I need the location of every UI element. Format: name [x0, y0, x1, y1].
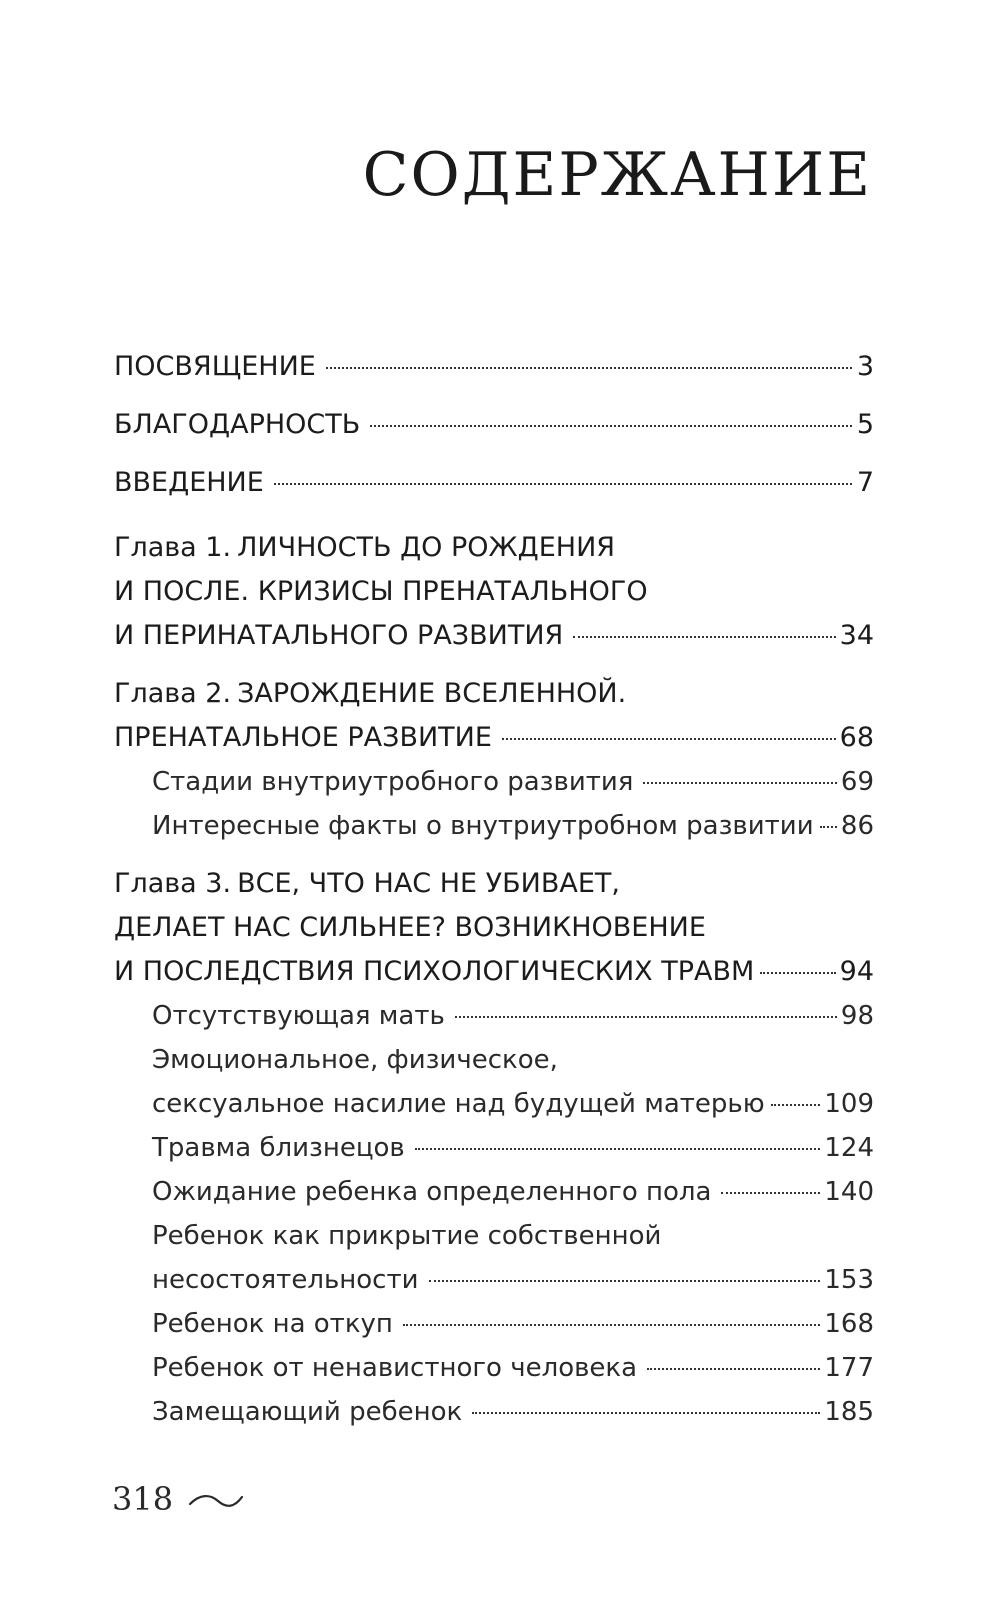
toc-section[interactable]	[114, 1390, 874, 1434]
dot-leader	[820, 826, 837, 828]
page-number: 3	[856, 351, 874, 382]
decorative-swash-icon	[188, 1492, 244, 1510]
chapter-title-line: ЗАРОЖДЕНИЕ ВСЕЛЕННОЙ.	[237, 678, 627, 709]
page-number: 98	[840, 1001, 874, 1031]
folio-page-number: 318	[112, 1480, 174, 1518]
chapter-title-line: ДЕЛАЕТ НАС СИЛЬНЕЕ? ВОЗНИКНОВЕНИЕ	[114, 912, 706, 943]
toc-section[interactable]	[114, 1038, 874, 1126]
dot-leader	[771, 1104, 821, 1106]
section-title: Травма близнецов	[152, 1133, 405, 1163]
page-number: 177	[824, 1353, 874, 1383]
dot-leader	[643, 782, 837, 784]
chapter-title-line: И ПОСЛЕ. КРИЗИСЫ ПРЕНАТАЛЬНОГО	[114, 576, 648, 607]
page-number: 185	[824, 1397, 874, 1427]
chapter-title-line: ПРЕНАТАЛЬНОЕ РАЗВИТИЕ	[114, 722, 492, 753]
page-number: 34	[839, 620, 874, 651]
toc-entry-chapter-2[interactable]	[114, 672, 874, 760]
toc-section[interactable]	[114, 760, 874, 804]
dot-leader	[721, 1192, 820, 1194]
section-title: сексуальное насилие над будущей матерью	[152, 1089, 765, 1119]
toc-section[interactable]	[114, 804, 874, 848]
dot-leader	[429, 1280, 821, 1282]
section-title: Интересные факты о внутриутробном развитии	[152, 811, 814, 841]
section-title: несостоятельности	[152, 1265, 419, 1295]
chapter-prefix: Глава 2.	[114, 678, 232, 709]
page-title: СОДЕРЖАНИЕ	[362, 140, 872, 210]
entry-title: ВВЕДЕНИЕ	[114, 467, 264, 498]
dot-leader	[370, 425, 852, 427]
chapter-prefix: Глава 1.	[114, 532, 232, 563]
toc-section[interactable]	[114, 1302, 874, 1346]
chapter-title-line: И ПОСЛЕДСТВИЯ ПСИХОЛОГИЧЕСКИХ ТРАВМ	[114, 956, 755, 987]
page-number: 7	[856, 467, 874, 498]
entry-title: ПОСВЯЩЕНИЕ	[114, 351, 316, 382]
chapter-title-line: ВСЕ, ЧТО НАС НЕ УБИВАЕТ,	[237, 868, 620, 899]
page-number: 94	[839, 956, 874, 987]
dot-leader	[455, 1016, 837, 1018]
chapter-title-line: ЛИЧНОСТЬ ДО РОЖДЕНИЯ	[237, 532, 616, 563]
section-title: Ребенок на откуп	[152, 1309, 393, 1339]
page-number: 68	[839, 722, 874, 753]
dot-leader	[502, 738, 836, 740]
section-title: Ожидание ребенка определенного пола	[152, 1177, 712, 1207]
section-title: Ребенок как прикрытие собственной	[152, 1221, 662, 1251]
section-title: Стадии внутриутробного развития	[152, 767, 634, 797]
toc-section[interactable]	[114, 1126, 874, 1170]
page-number: 109	[824, 1089, 874, 1119]
toc-entry-acknowledgements[interactable]	[114, 396, 874, 454]
dot-leader	[472, 1412, 820, 1414]
toc-section[interactable]	[114, 1214, 874, 1302]
toc-section[interactable]	[114, 994, 874, 1038]
section-title: Ребенок от ненавистного человека	[152, 1353, 638, 1383]
page-number: 69	[840, 767, 874, 797]
page-number: 168	[824, 1309, 874, 1339]
chapter-title-line: И ПЕРИНАТАЛЬНОГО РАЗВИТИЯ	[114, 620, 564, 651]
toc-entry-introduction[interactable]	[114, 454, 874, 512]
page-number: 140	[824, 1177, 874, 1207]
section-title: Замещающий ребенок	[152, 1397, 463, 1427]
page-number: 153	[824, 1265, 874, 1295]
chapter-2-sections	[114, 760, 874, 848]
toc-entry-chapter-3[interactable]	[114, 862, 874, 994]
dot-leader	[415, 1148, 821, 1150]
dot-leader	[760, 972, 835, 974]
chapter-prefix: Глава 3.	[114, 868, 232, 899]
dot-leader	[647, 1368, 820, 1370]
toc-section[interactable]	[114, 1346, 874, 1390]
toc-entry-dedication[interactable]	[114, 338, 874, 396]
page-number: 86	[840, 811, 874, 841]
table-of-contents	[114, 338, 874, 1434]
entry-title: БЛАГОДАРНОСТЬ	[114, 409, 361, 440]
dot-leader	[274, 483, 852, 485]
chapter-3-sections	[114, 994, 874, 1434]
page-number: 5	[856, 409, 874, 440]
dot-leader	[326, 367, 852, 369]
toc-section[interactable]	[114, 1170, 874, 1214]
toc-entry-chapter-1[interactable]	[114, 526, 874, 658]
dot-leader	[403, 1324, 820, 1326]
section-title: Эмоциональное, физическое,	[152, 1045, 558, 1075]
section-title: Отсутствующая мать	[152, 1001, 445, 1031]
page-number: 124	[824, 1133, 874, 1163]
dot-leader	[573, 636, 835, 638]
